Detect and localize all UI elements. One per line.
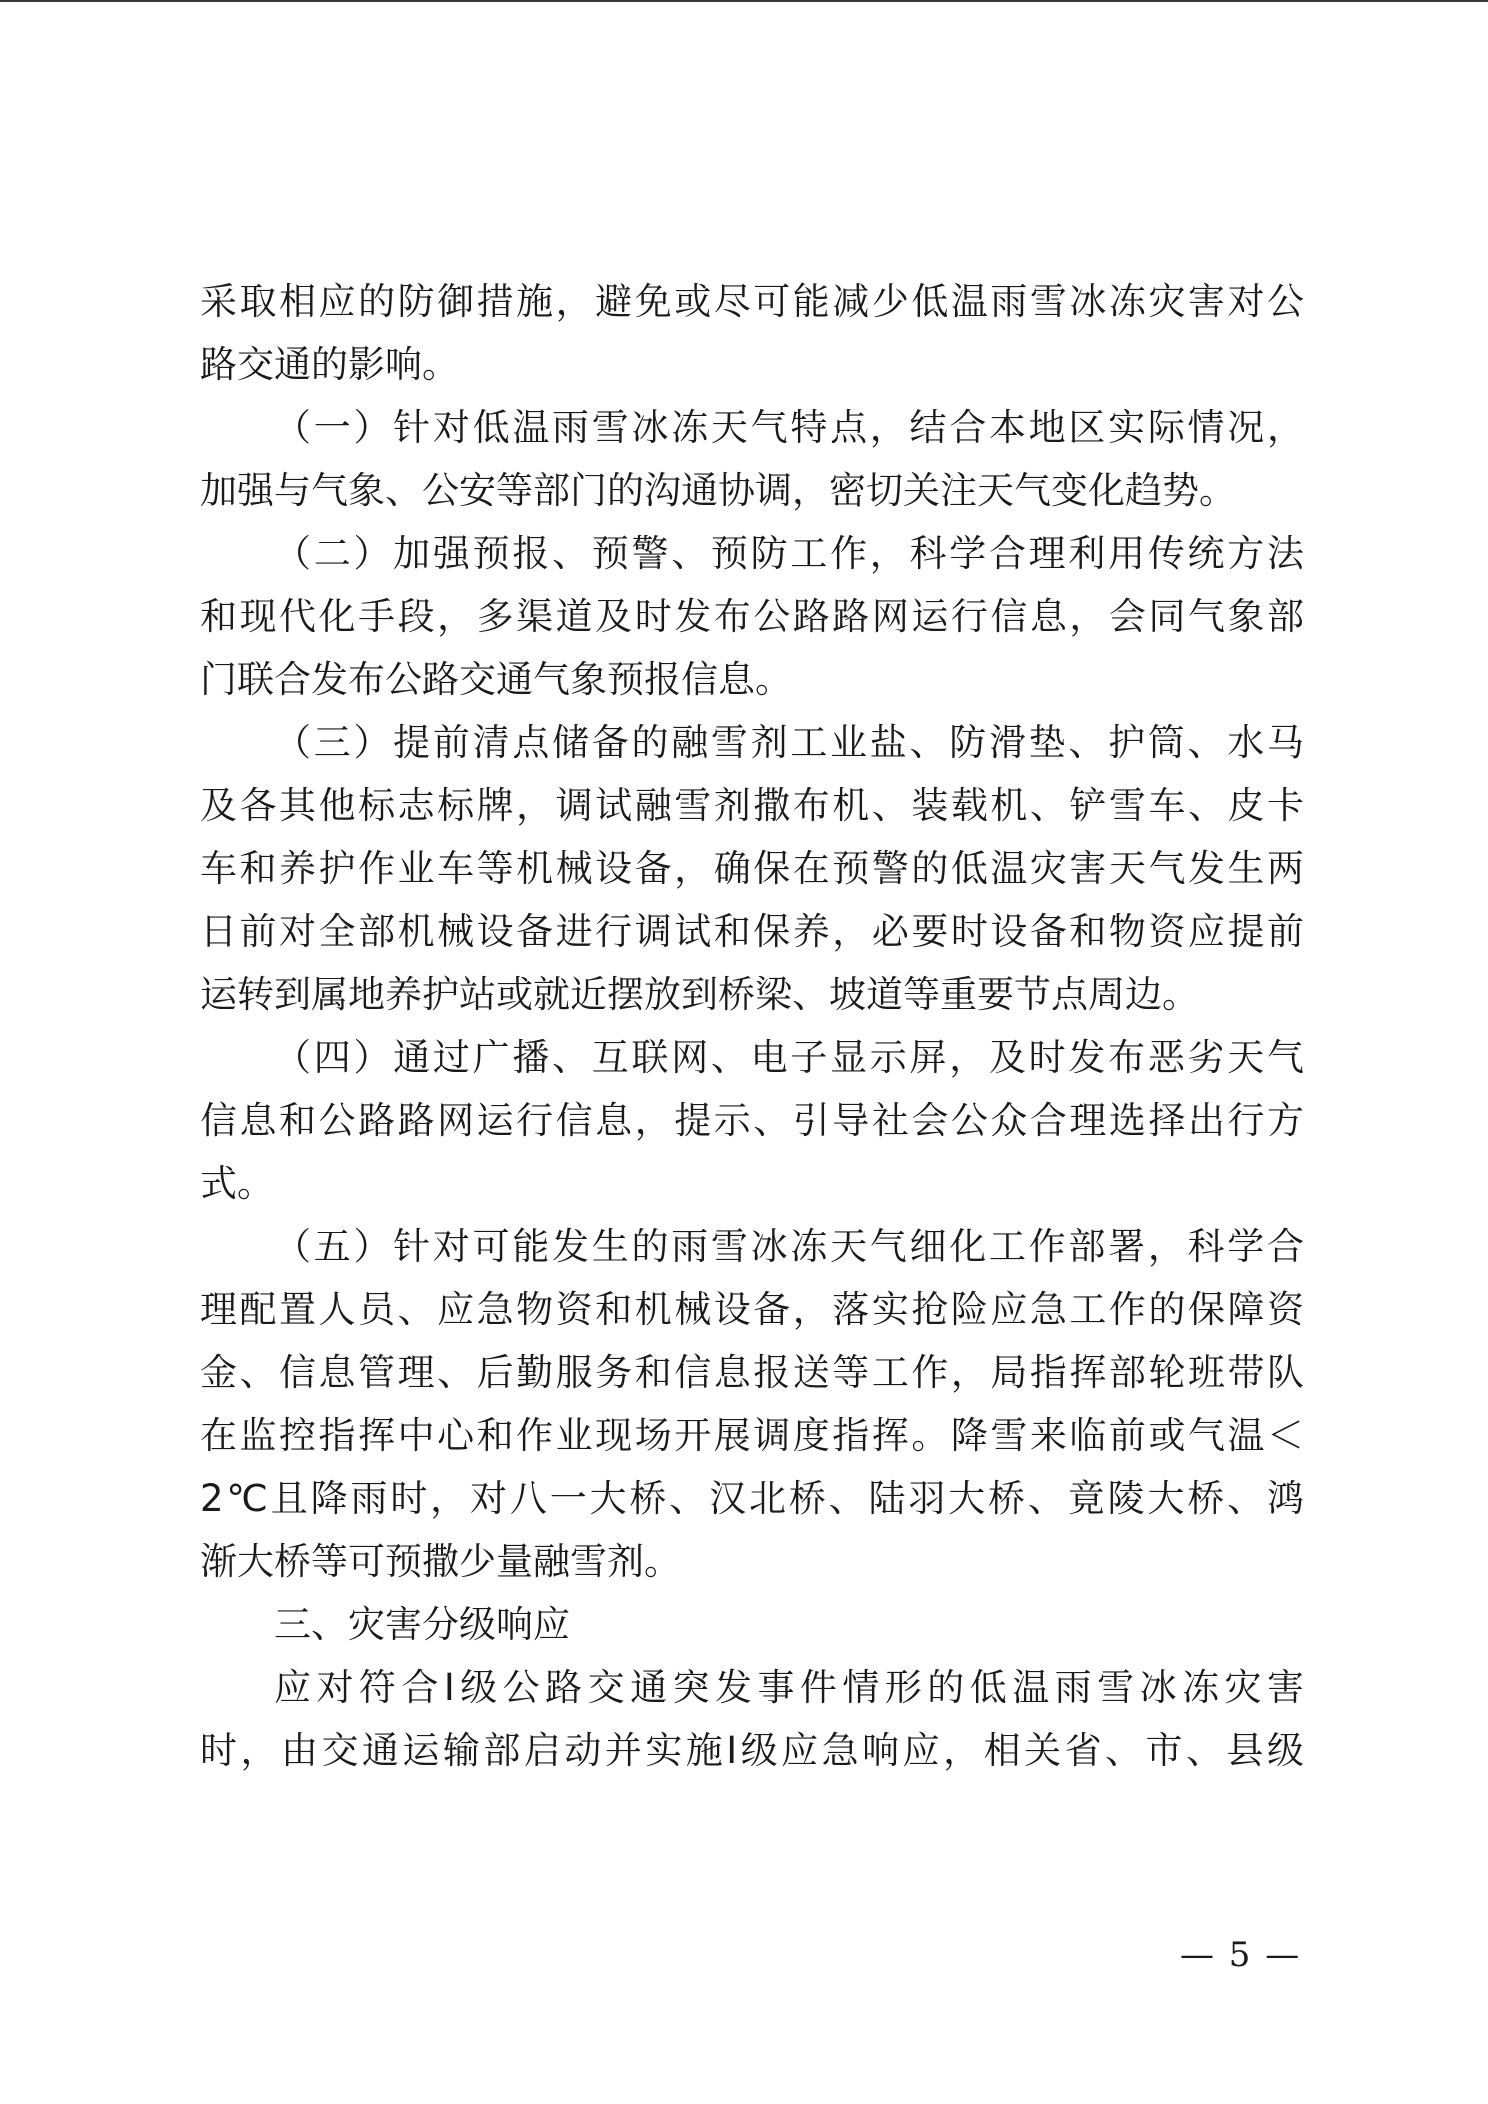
body-line-23: 应对符合Ⅰ级公路交通突发事件情形的低温雨雪冰冻灾害 (274, 1666, 1304, 1709)
body-line-21: 渐大桥等可预撒少量融雪剂。 (200, 1540, 681, 1583)
body-line-7: 门联合发布公路交通气象预报信息。 (200, 658, 792, 701)
body-line-9: 及各其他标志标牌，调试融雪剂撒布机、装载机、铲雪车、皮卡 (200, 784, 1304, 827)
body-line-1: 采取相应的防御措施，避免或尽可能减少低温雨雪冰冻灾害对公 (200, 280, 1304, 323)
body-line-11: 日前对全部机械设备进行调试和保养，必要时设备和物资应提前 (200, 910, 1304, 953)
body-line-15: 式。 (200, 1162, 274, 1205)
body-line-8: （三）提前清点储备的融雪剂工业盐、防滑垫、护筒、水马 (274, 721, 1304, 764)
body-line-18: 金、信息管理、后勤服务和信息报送等工作，局指挥部轮班带队 (200, 1351, 1304, 1394)
body-line-20: 2℃且降雨时，对八一大桥、汉北桥、陆羽大桥、竟陵大桥、鸿 (200, 1477, 1304, 1520)
body-line-19: 在监控指挥中心和作业现场开展调度指挥。降雪来临前或气温＜ (200, 1414, 1304, 1457)
page-number: — 5 — (1180, 1935, 1302, 1975)
body-line-4: 加强与气象、公安等部门的沟通协调，密切关注天气变化趋势。 (200, 469, 1236, 512)
body-line-14: 信息和公路路网运行信息，提示、引导社会公众合理选择出行方 (200, 1099, 1304, 1142)
body-line-12: 运转到属地养护站或就近摆放到桥梁、坡道等重要节点周边。 (200, 973, 1199, 1016)
body-line-16: （五）针对可能发生的雨雪冰冻天气细化工作部署，科学合 (274, 1225, 1304, 1268)
body-line-10: 车和养护作业车等机械设备，确保在预警的低温灾害天气发生两 (200, 847, 1304, 890)
body-line-17: 理配置人员、应急物资和机械设备，落实抢险应急工作的保障资 (200, 1288, 1304, 1331)
body-line-2: 路交通的影响。 (200, 343, 459, 386)
section-heading: 三、灾害分级响应 (274, 1603, 570, 1646)
body-line-13: （四）通过广播、互联网、电子显示屏，及时发布恶劣天气 (274, 1036, 1304, 1079)
page-top-border (0, 0, 1488, 2)
document-body (200, 270, 1304, 1782)
body-line-24: 时，由交通运输部启动并实施Ⅰ级应急响应，相关省、市、县级 (200, 1729, 1304, 1772)
body-line-5: （二）加强预报、预警、预防工作，科学合理利用传统方法 (274, 532, 1304, 575)
body-line-6: 和现代化手段，多渠道及时发布公路路网运行信息，会同气象部 (200, 595, 1304, 638)
body-line-3: （一）针对低温雨雪冰冻天气特点，结合本地区实际情况， (274, 406, 1304, 449)
